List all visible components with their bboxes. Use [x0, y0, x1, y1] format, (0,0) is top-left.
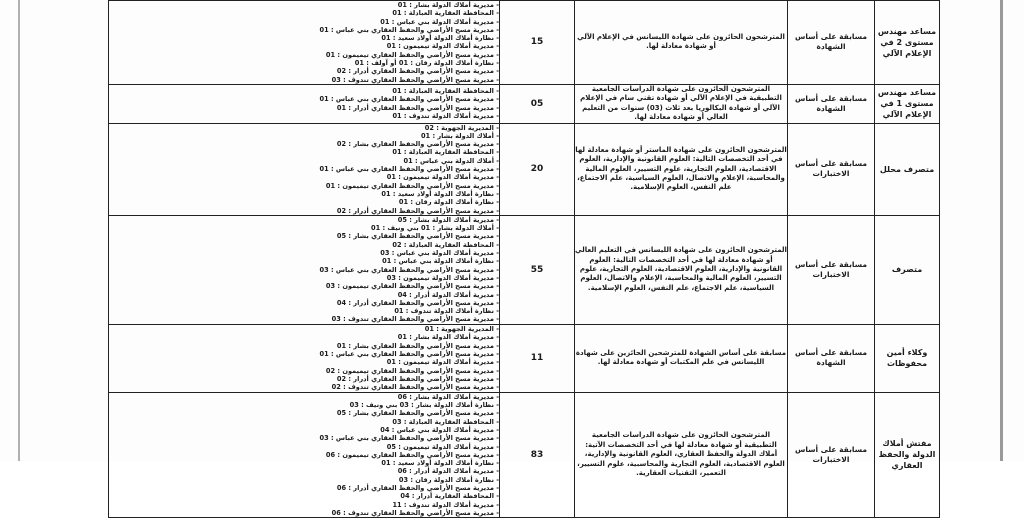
distribution-line: - مديرية مسح الأراضي والحفظ العقاري تيميمون : 01	[109, 182, 499, 190]
distribution-line: - مديرية أملاك الدولة تيميمون : 03	[109, 274, 499, 282]
distribution-line: - نظارة أملاك الدولة رقان : 01 أو آولف : 01	[109, 59, 499, 67]
table-row	[109, 392, 940, 517]
table-row	[109, 84, 940, 123]
recruitment-table	[108, 0, 940, 518]
distribution-line: - مديرية أملاك الدولة بني عباس : 04	[109, 426, 499, 434]
distribution-line: - مديرية مسح الأراضي والحفظ العقاري تيميمون : 01	[109, 51, 499, 59]
distribution-line: - مديرية أملاك الدولة أدرار : 04	[109, 291, 499, 299]
distribution-line: - نظارة أملاك الدولة بشار : 03 بني ونيف : 03	[109, 401, 499, 409]
distribution-line: - مديرية مسح الأراضي والحفظ العقاري بني عباس : 01	[109, 26, 499, 34]
distribution-line: - مديرية مسح الأراضي والحفظ العقاري تندوف : 03	[109, 315, 499, 323]
distribution-line: - مديرية أملاك الدولة تيميمون : 01	[109, 42, 499, 50]
distribution-line: - مديرية مسح الأراضي والحفظ العقاري أدرار : 01	[109, 104, 499, 112]
distribution-line: - مديرية أملاك الدولة تندوف : 01	[109, 112, 499, 120]
distribution-line: - مديرية مسح الأراضي والحفظ العقاري بني عباس : 01	[109, 165, 499, 173]
qualification-cell: المترشحون الحائزون على شهادة الماستر أو شهادة معادلة لها في أحد التخصصات التالية: العلوم القانونية والإدارية، العلوم الاقتصادية، العلوم التجارية، علوم التسيير، العلوم المالية والمحاسبة، الإعلام والاتصال، العلوم السياسية، علم الاجتماع، علم النفس، العلوم الإسلامية.	[575, 123, 788, 215]
table-row	[109, 215, 940, 324]
distribution-line: - نظارة أملاك الدولة بني عباس : 01	[109, 257, 499, 265]
distribution-line: - مديرية مسح الأراضي والحفظ العقاري بشار : 02	[109, 140, 499, 148]
distribution-line: - مديرية مسح الأراضي والحفظ العقاري تندوف : 02	[109, 383, 499, 391]
distribution-cell	[109, 123, 500, 215]
table-row	[109, 123, 940, 215]
distribution-line: - مديرية أملاك الدولة بني عباس : 01	[109, 18, 499, 26]
distribution-line: - مديرية أملاك الدولة بشار : 01	[109, 333, 499, 341]
positions-count-cell: 15	[500, 1, 575, 85]
distribution-line: - مديرية مسح الأراضي والحفظ العقاري تندوف : 03	[109, 76, 499, 84]
distribution-line: - أملاك الدولة بشار : 01	[109, 132, 499, 140]
post-title-cell: وكلاء أمين محفوظات	[875, 324, 940, 392]
distribution-line: - المحافظة العقارية العبادلة : 02	[109, 241, 499, 249]
distribution-line: - نظارة أملاك الدولة أولاد سعيد : 01	[109, 34, 499, 42]
distribution-line: - المحافظة العقارية العبادلة : 01	[109, 9, 499, 17]
distribution-line: - مديرية أملاك الدولة تندوف : 11	[109, 501, 499, 509]
qualification-cell: مسابقة على أساس الشهادة للمترشحين الحائزين على شهادة الليسانس في علم المكتبات أو شهادة معادلة لها.	[575, 324, 788, 392]
distribution-line: - نظارة أملاك الدولة رقان : 01	[109, 198, 499, 206]
recruitment-mode-cell: مسابقة على أساس الاختبارات	[788, 123, 875, 215]
distribution-line: - نظارة أملاك الدولة رقان : 03	[109, 476, 499, 484]
distribution-line: - المحافظة العقارية العبادلة : 01	[109, 87, 499, 95]
qualification-cell: المترشحون الحائزون على شهادة الدراسات الجامعية التطبيقية في الإعلام الآلي أو شهادة تقني سام في الإعلام الآلي أو شهادة البكالوريا بعد ثلاث (03) سنوات من التعليم العالي أو شهادة معادلة لها.	[575, 84, 788, 123]
distribution-line: - مديرية مسح الأراضي والحفظ العقاري بشار : 05	[109, 409, 499, 417]
post-title-cell: مساعد مهندس مستوى 1 في الإعلام الآلي	[875, 84, 940, 123]
distribution-line: - نظارة أملاك الدولة أولاد سعيد : 01	[109, 459, 499, 467]
post-title-cell: مفتش أملاك الدولة والحفظ العقاري	[875, 392, 940, 517]
positions-count-cell: 11	[500, 324, 575, 392]
qualification-cell: المترشحون الحائزون على شهادة الدراسات الجامعية التطبيقية أو شهادة معادلة لها في أحد التخصصات الآتية: أملاك الدولة والحفظ العقاري، العلوم القانونية والإدارية، العلوم الاقتصادية، العلوم التجارية والمحاسبية، علوم التسيير، التعمير، التقنيات العقارية.	[575, 392, 788, 517]
post-title-cell: متصرف	[875, 215, 940, 324]
distribution-line: - مديرية أملاك الدولة تيميمون : 01	[109, 358, 499, 366]
distribution-cell	[109, 392, 500, 517]
distribution-line: - المديرية الجهوية : 01	[109, 325, 499, 333]
distribution-line: - المحافظة العقارية العبادلة : 03	[109, 418, 499, 426]
page-left-edge	[18, 0, 20, 461]
distribution-line: - مديرية مسح الأراضي والحفظ العقاري أدرار : 02	[109, 375, 499, 383]
distribution-line: - مديرية أملاك الدولة تيميمون : 05	[109, 443, 499, 451]
distribution-line: - مديرية مسح الأراضي والحفظ العقاري بني عباس : 03	[109, 434, 499, 442]
distribution-cell	[109, 1, 500, 85]
distribution-cell	[109, 215, 500, 324]
distribution-line: - مديرية مسح الأراضي والحفظ العقاري أدرار : 04	[109, 299, 499, 307]
distribution-line: - مديرية مسح الأراضي والحفظ العقاري بني عباس : 01	[109, 95, 499, 103]
recruitment-mode-cell: مسابقة على أساس الشهادة	[788, 1, 875, 85]
qualification-cell: المترشحون الحائزون على شهادة الليسانس في الإعلام الآلي أو شهادة معادلة لها.	[575, 1, 788, 85]
qualification-cell: المترشحون الحائزون على شهادة الليسانس في التعليم العالي أو شهادة معادلة لها في أحد التخصصات التالية: العلوم القانونية والإدارية، العلوم الاقتصادية، العلوم التجارية، علوم التسيير، العلوم المالية والمحاسبة، الإعلام والاتصال، العلوم السياسية، علم الاجتماع، علم النفس، العلوم الإسلامية.	[575, 215, 788, 324]
distribution-line: - مديرية أملاك الدولة تيميمون : 01	[109, 173, 499, 181]
recruitment-mode-cell: مسابقة على أساس الشهادة	[788, 324, 875, 392]
distribution-line: - أملاك الدولة بني عباس : 01	[109, 157, 499, 165]
table-row	[109, 1, 940, 85]
positions-count-cell: 05	[500, 84, 575, 123]
distribution-line: - مديرية مسح الأراضي والحفظ العقاري تيميمون : 03	[109, 282, 499, 290]
distribution-line: - مديرية أملاك الدولة بشار : 06	[109, 393, 499, 401]
table-row	[109, 324, 940, 392]
distribution-line: - مديرية مسح الأراضي والحفظ العقاري بشار : 01	[109, 342, 499, 350]
distribution-line: - مديرية أملاك الدولة أدرار : 06	[109, 467, 499, 475]
recruitment-mode-cell: مسابقة على أساس الشهادة	[788, 84, 875, 123]
distribution-line: - مديرية مسح الأراضي والحفظ العقاري بني عباس : 01	[109, 350, 499, 358]
distribution-line: - مديرية أملاك الدولة بشار : 05	[109, 216, 499, 224]
distribution-line: - نظارة أملاك الدولة تندوف : 01	[109, 307, 499, 315]
recruitment-mode-cell: مسابقة على أساس الاختبارات	[788, 392, 875, 517]
positions-count-cell: 55	[500, 215, 575, 324]
distribution-line: - مديرية مسح الأراضي والحفظ العقاري أدرار : 02	[109, 67, 499, 75]
distribution-line: - مديرية مسح الأراضي والحفظ العقاري أدرار : 02	[109, 207, 499, 215]
recruitment-mode-cell: مسابقة على أساس الاختبارات	[788, 215, 875, 324]
distribution-line: - مديرية مسح الأراضي والحفظ العقاري أدرار : 06	[109, 484, 499, 492]
distribution-line: - مديرية أملاك الدولة بشار : 01	[109, 1, 499, 9]
distribution-line: - مديرية مسح الأراضي والحفظ العقاري تيميمون : 02	[109, 367, 499, 375]
distribution-cell	[109, 84, 500, 123]
distribution-line: - مديرية مسح الأراضي والحفظ العقاري بني عباس : 03	[109, 266, 499, 274]
positions-count-cell: 20	[500, 123, 575, 215]
post-title-cell: متصرف محلل	[875, 123, 940, 215]
post-title-cell: مساعد مهندس مستوى 2 في الإعلام الآلي	[875, 1, 940, 85]
distribution-line: - مديرية مسح الأراضي والحفظ العقاري تيميمون : 06	[109, 451, 499, 459]
positions-count-cell: 83	[500, 392, 575, 517]
distribution-line: - المحافظة العقارية العبادلة : 01	[109, 148, 499, 156]
distribution-line: - المحافظة العقارية أدرار : 04	[109, 492, 499, 500]
distribution-line: - أملاك الدولة بشار : 01 بني ونيف : 01	[109, 224, 499, 232]
distribution-line: - مديرية مسح الأراضي والحفظ العقاري تندوف : 06	[109, 509, 499, 517]
distribution-line: - المديرية الجهوية : 02	[109, 124, 499, 132]
distribution-line: - نظارة أملاك الدولة أولاد سعيد : 01	[109, 190, 499, 198]
page-right-edge	[1000, 0, 1003, 461]
distribution-line: - مديرية مسح الأراضي والحفظ العقاري بشار : 05	[109, 232, 499, 240]
distribution-line: - مديرية أملاك الدولة بني عباس : 03	[109, 249, 499, 257]
distribution-cell	[109, 324, 500, 392]
